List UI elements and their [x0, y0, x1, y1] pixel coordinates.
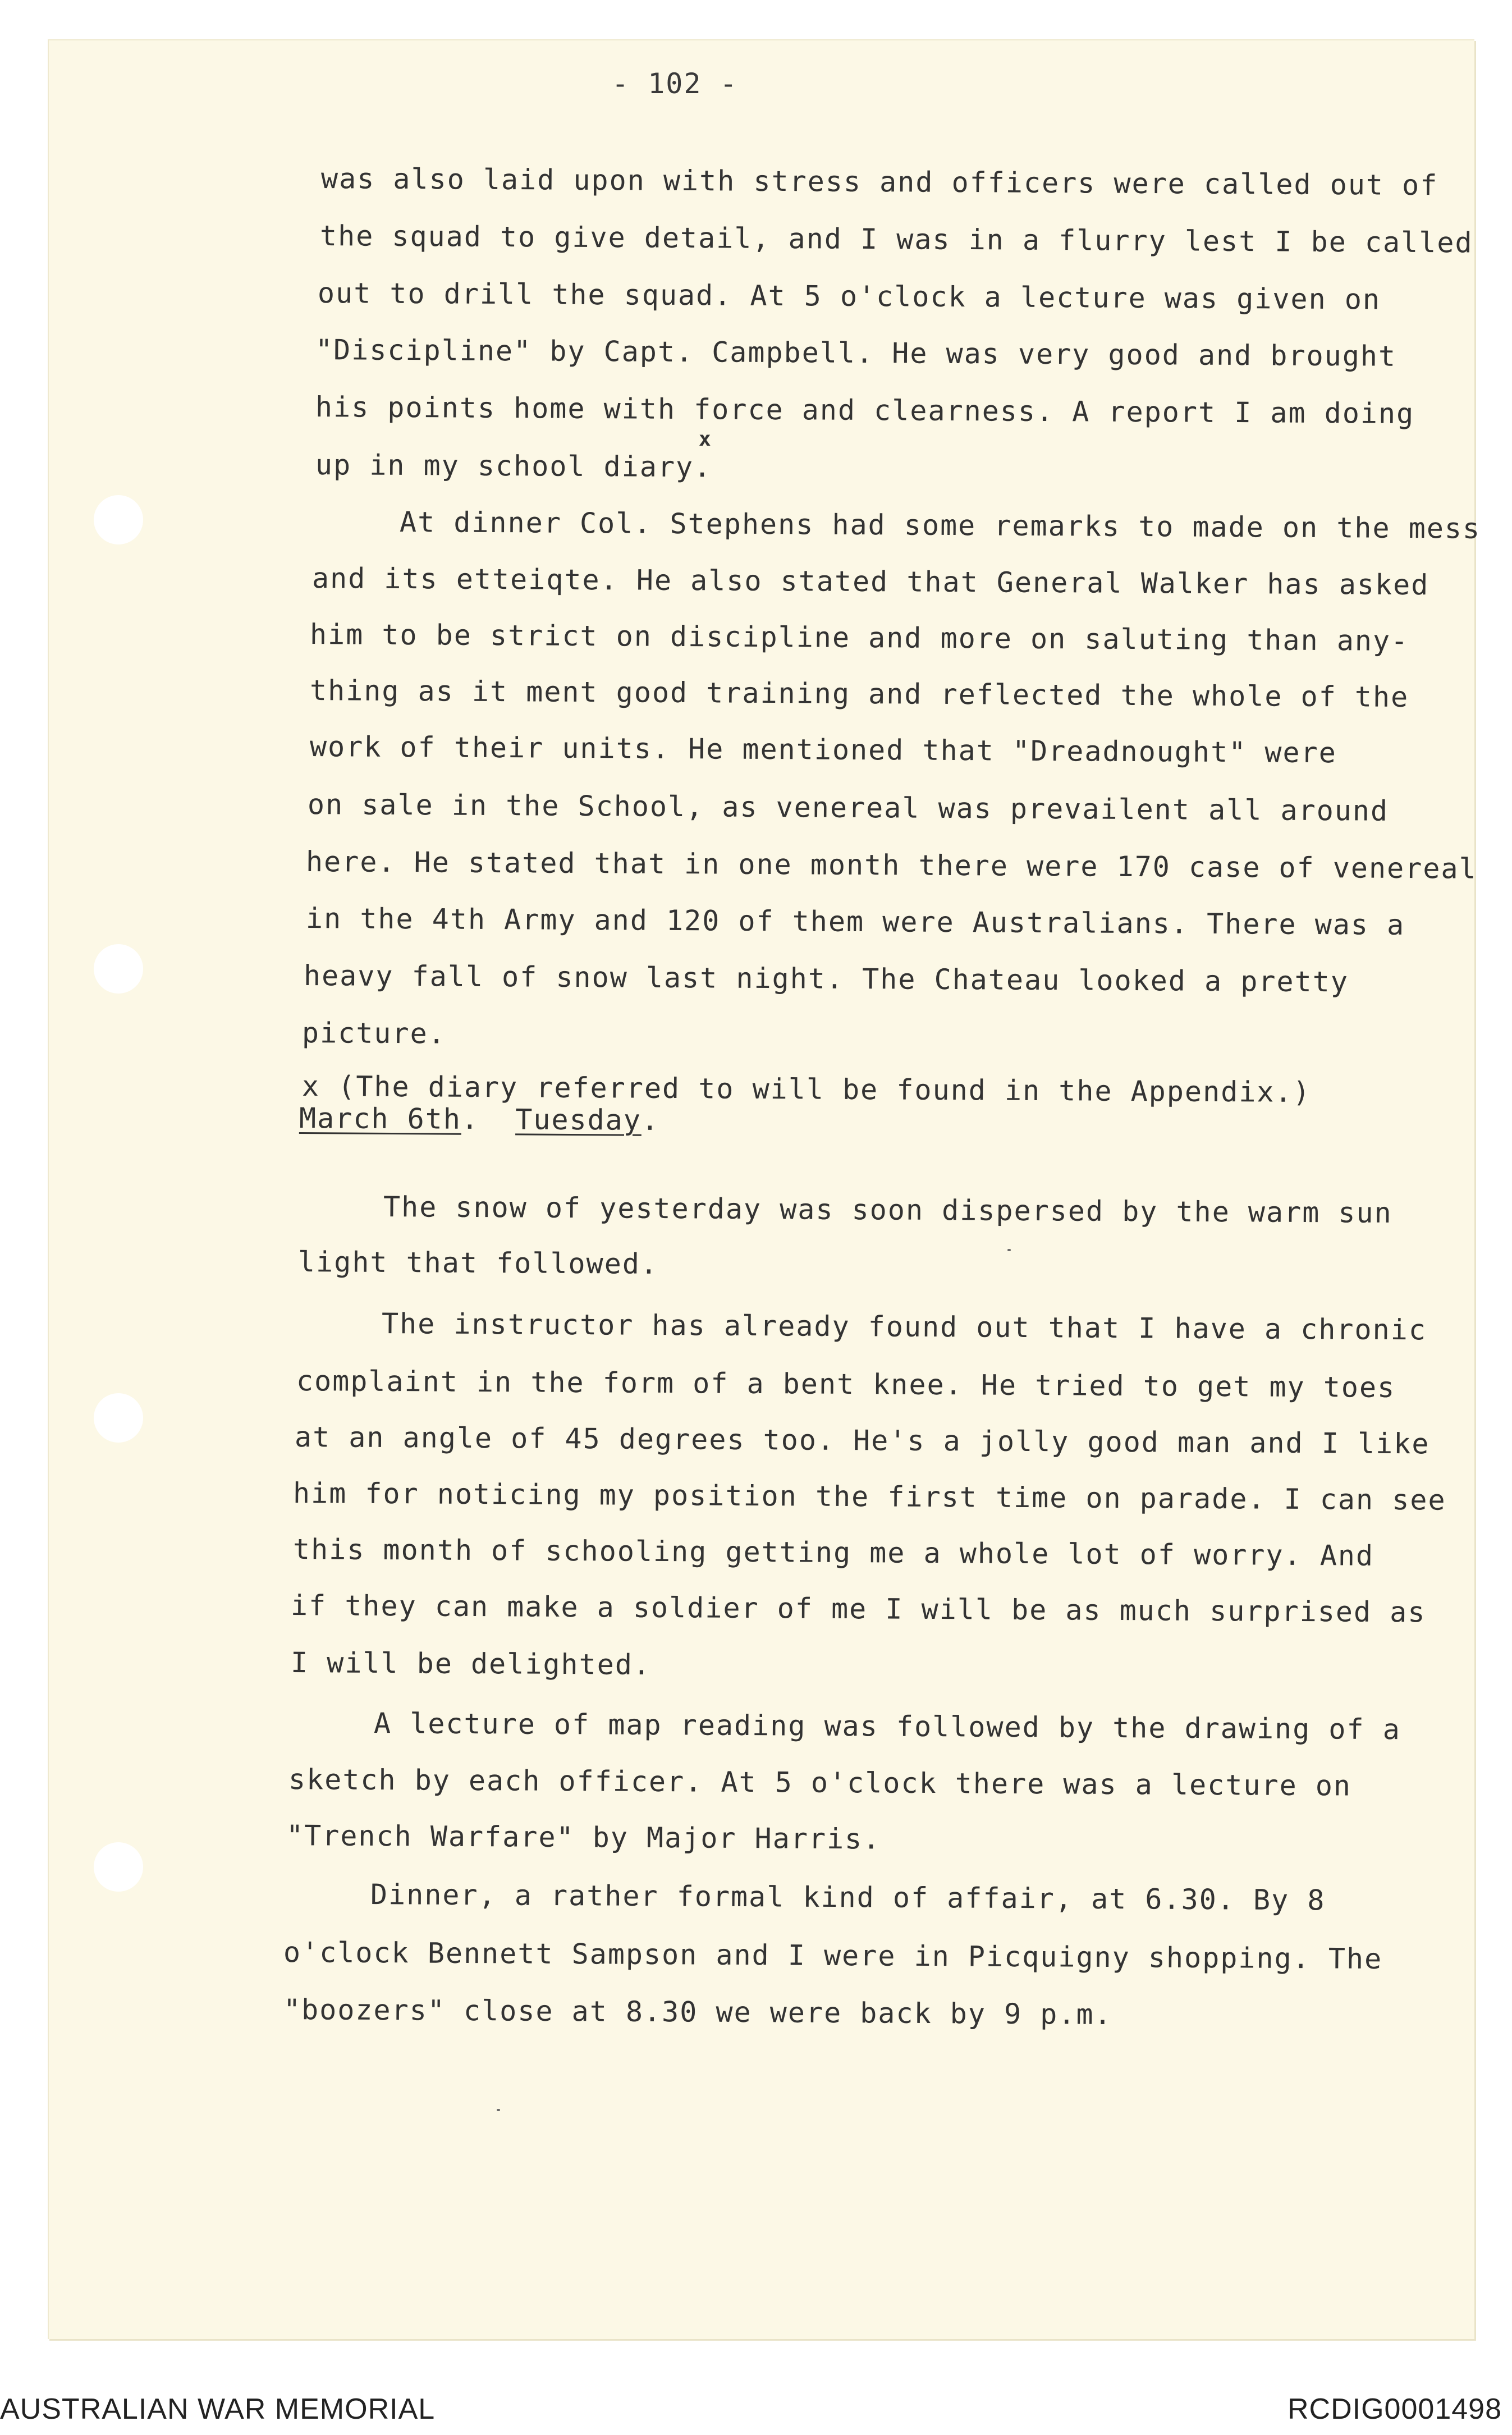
text-line: at an angle of 45 degrees too. He's a jolly good man and I like	[294, 1421, 1430, 1461]
text-line: here. He stated that in one month there were 170 case of venereal	[305, 845, 1477, 885]
text-line: I will be delighted.	[290, 1646, 652, 1681]
punch-hole	[94, 1842, 143, 1892]
text-line: Dinner, a rather formal kind of affair, at 6.30. By 8	[370, 1878, 1326, 1917]
text-line: him for noticing my position the first time on parade. I can see	[292, 1477, 1446, 1517]
text-line: his points home with force and clearness. A report I am doing	[315, 391, 1415, 430]
ink-speck	[497, 2109, 500, 2111]
text-line: complaint in the form of a bent knee. He tried to get my toes	[296, 1365, 1396, 1404]
text-line: and its etteiqte. He also stated that General Walker has asked	[311, 562, 1429, 602]
text-line: heavy fall of snow last night. The Chateau looked a pretty	[303, 959, 1349, 999]
punch-hole	[94, 1393, 143, 1443]
text-line: this month of schooling getting me a whole lot of worry. And	[292, 1533, 1374, 1572]
text-line: o'clock Bennett Sampson and I were in Picquigny shopping. The	[283, 1936, 1383, 1975]
text-line: "boozers" close at 8.30 we were back by 9 p.m.	[283, 1993, 1112, 2031]
text-line: him to be strict on discipline and more on saluting than any-	[309, 618, 1409, 657]
text-line: light that followed.	[297, 1246, 659, 1280]
text-line: A lecture of map reading was followed by the drawing of a	[373, 1707, 1401, 1746]
punch-hole	[94, 944, 143, 994]
text-line: At dinner Col. Stephens had some remarks to made on the mess	[399, 506, 1481, 545]
ink-speck	[1007, 1249, 1011, 1251]
text-line: The snow of yesterday was soon dispersed by the warm sun	[383, 1191, 1392, 1229]
punch-hole	[94, 495, 143, 544]
text-line: The instructor has already found out that I have a chronic	[381, 1307, 1427, 1347]
text-line: if they can make a soldier of me I will be as much surprised as	[290, 1589, 1426, 1629]
text-line: "Trench Warfare" by Major Harris.	[286, 1819, 881, 1856]
text-line: picture.	[301, 1017, 447, 1050]
page-number: - 102 -	[612, 67, 738, 100]
footnote: x (The diary referred to will be found in the Appendix.)	[301, 1070, 1311, 1109]
date-heading-date: March 6th	[299, 1102, 462, 1136]
text-line: the squad to give detail, and I was in a flurry lest I be called	[319, 219, 1473, 259]
footnote-mark: x	[699, 428, 711, 451]
typed-page	[48, 39, 1474, 2339]
text-line: in the 4th Army and 120 of them were Australians. There was a	[305, 902, 1405, 941]
footer-institution: AUSTRALIAN WAR MEMORIAL	[0, 2393, 436, 2425]
footer-record-id: RCDIG0001498	[1288, 2393, 1502, 2425]
text-line: on sale in the School, as venereal was prevailent all around	[307, 788, 1389, 827]
text-line: thing as it ment good training and reflected the whole of the	[309, 674, 1409, 713]
text-line: work of their units. He mentioned that "Dreadnought" were	[309, 730, 1337, 770]
text-line: out to drill the squad. At 5 o'clock a lecture was given on	[317, 277, 1381, 316]
date-heading: March 6th. Tuesday.	[299, 1102, 660, 1137]
text-line: sketch by each officer. At 5 o'clock there was a lecture on	[288, 1763, 1352, 1802]
date-heading-day: Tuesday	[515, 1103, 642, 1137]
text-line: was also laid upon with stress and officers were called out of	[320, 162, 1438, 202]
text-line: up in my school diary.	[315, 448, 712, 484]
text-line: "Discipline" by Capt. Campbell. He was very good and brought	[315, 333, 1397, 373]
